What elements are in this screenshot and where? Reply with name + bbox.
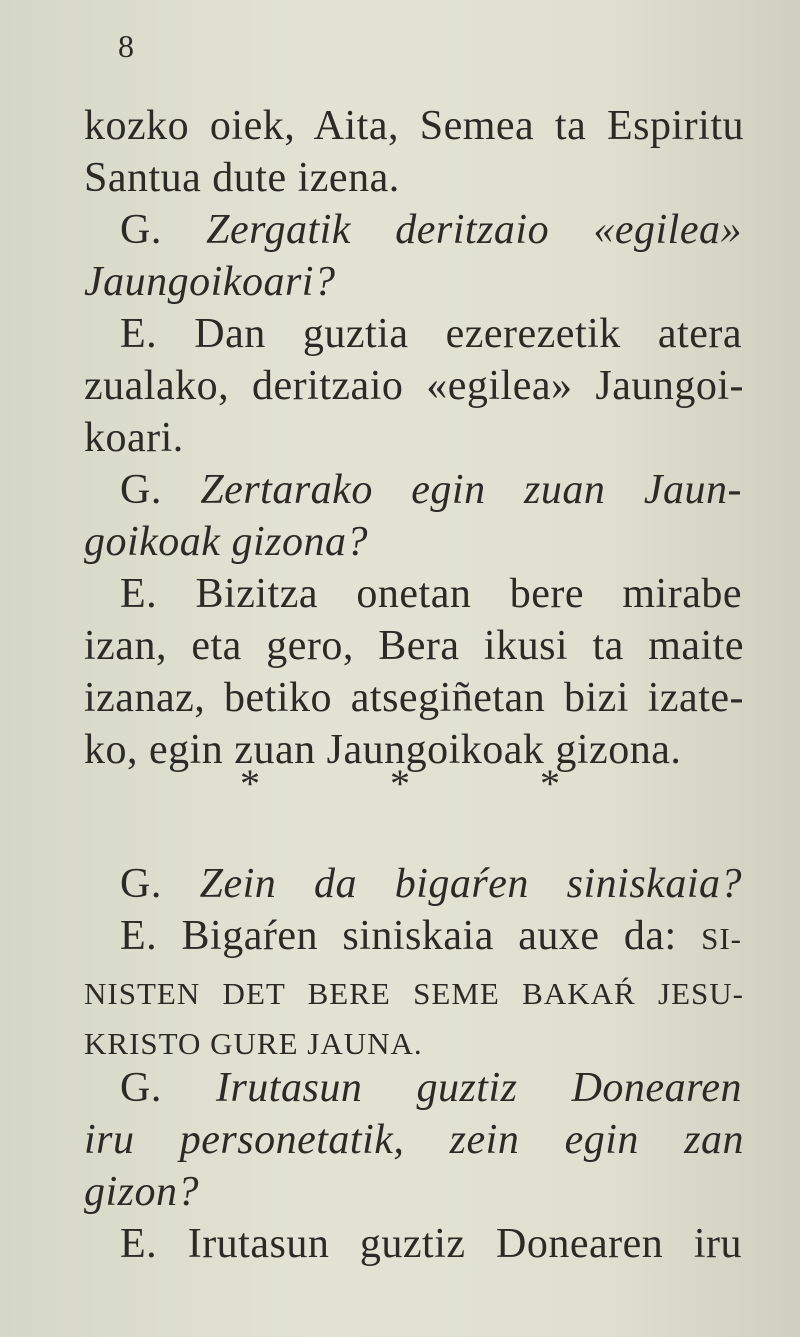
question-text: Zertarako egin zuan Jaun-: [200, 467, 742, 513]
creed-text: NISTEN DET BERE SEME BAKAŔ JESU-: [84, 976, 744, 1011]
answer-line: [120, 910, 742, 965]
speaker-label: G.: [120, 1065, 162, 1111]
text-line: izanaz, betiko atsegiñetan bizi izate-: [84, 675, 744, 721]
answer-line: E. Bizitza onetan bere mirabe: [120, 571, 742, 617]
question-text: goikoak gizona?: [84, 519, 368, 565]
speaker-label: G.: [120, 467, 162, 513]
speaker-label: G.: [120, 861, 162, 907]
text-line: izan, eta gero, Bera ikusi ta maite: [84, 623, 744, 669]
question-text: iru personetatik, zein egin zan: [84, 1117, 744, 1163]
speaker-label: G.: [120, 207, 162, 253]
text-line: kozko oiek, Aita, Semea ta Espiritu: [84, 103, 744, 149]
text-line: koari.: [84, 415, 184, 461]
question-line: [120, 858, 742, 910]
question-text: gizon?: [84, 1169, 200, 1215]
question-text: Zein da bigaŕen siniskaia?: [199, 861, 742, 907]
question-line: [120, 204, 742, 256]
question-text: Jaungoikoari?: [84, 259, 336, 305]
answer-line: E. Dan guztia ezerezetik atera: [120, 311, 742, 357]
answer-line: E. Irutasun guztiz Donearen iru: [120, 1221, 742, 1267]
page-number: 8: [118, 28, 134, 64]
answer-text: E. Bigaŕen siniskaia auxe da:: [120, 913, 677, 959]
creed-text: KRISTO GURE JAUNA.: [84, 1026, 423, 1061]
text-line: ko, egin zuan Jaungoikoak gizona.: [84, 727, 682, 773]
creed-text: SI-: [701, 921, 742, 956]
section-divider: * * *: [240, 761, 620, 806]
question-text: Irutasun guztiz Donearen: [215, 1065, 742, 1111]
text-line: zualako, deritzaio «egilea» Jaungoi-: [84, 363, 744, 409]
question-text: Zergatik deritzaio «egilea»: [206, 207, 742, 253]
question-line: [120, 464, 742, 516]
text-line: Santua dute izena.: [84, 155, 400, 201]
question-line: [120, 1062, 742, 1114]
